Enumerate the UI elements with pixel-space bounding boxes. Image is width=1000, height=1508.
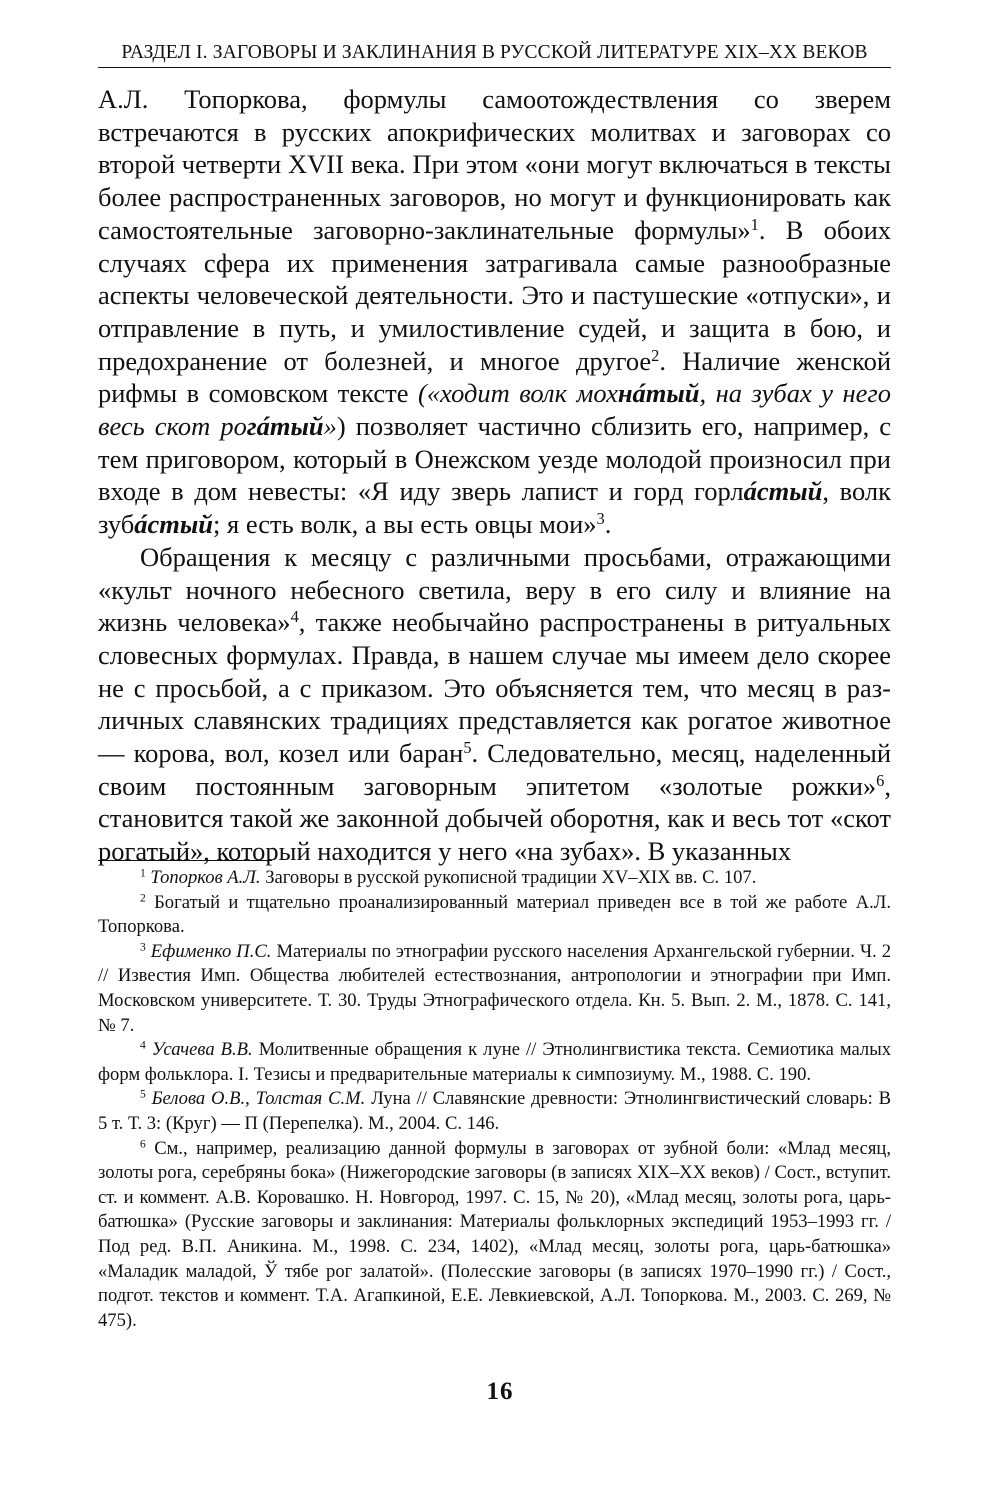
footnote-author: Ефименко П.С. (150, 940, 272, 962)
footnotes (98, 866, 891, 1333)
footnote-author: Топорков А.Л. (150, 867, 261, 888)
footnote-2: $^2$ Богатый и тщательно проанализированный материал приведен все в той же работе А.Л. Топоркова. (98, 891, 891, 938)
footnote-4: $^4$ Усачева В.В. Молитвенные обращения к луне // Этнолингвистика текста. Семиотика малых форм фольклора. I. Тезисы и предварительные материалы к симпозиуму. М., 1988. С. 190. (98, 1039, 891, 1085)
footnote-6: $^6$ См., например, реализацию данной формулы в заговорах от зубной боли: «Млад месяц, золоты рога, серебряны бока» (Нижегородские заговоры (в записях XIX–XX веков) / Сост., вступит. ст. и коммент. А.В. Коровашко. Н. Новгород, 1997. С. 15, № 20), «Млад месяц, золоты рога, царь-батюшка» (Русские заговоры и заклинания: Материалы фольклорных экспедиций 1953–1993 гг. / Под ред. В.П. Аникина. М., 1998. С. 234, 1402), «Млад месяц, золоты рога, царь-батюшка» «Маладик маладой, Ў тябе рог залатой». (Полесские заговоры (в записях 1970–1990 гг.) / Сост., подгот. текстов и коммент. Т.А. Агапкиной, Е.Е. Левкиевской, А.Л. Топоркова. М., 2003. С. 269, № 475). (98, 1137, 891, 1331)
quoted-rhyme: («ходит волк мохнáтый, на зубах у него весь скот рогáтый» (98, 378, 891, 442)
footnote-ref: 2 (651, 345, 660, 365)
page-number: 16 (486, 1378, 514, 1405)
footnote-ref: 4 (290, 607, 299, 627)
emphasis: áстый (743, 476, 823, 507)
paragraph-2: Обращения к месяцу с различными просьбами, отражающими «культ ночного небесного светила, веру в его силу и влияние на жизнь человека»$^4$, также необычайно распространены в ритуальных словесных формулах. Правда, в нашем случае мы имеем дело скорее не с просьбой, а с приказом. Это объясняется тем, что месяц в различных славянских традициях представляется как рогатое животное — корова, вол, козел или баран$^5$. Следовательно, месяц, наделенный своим постоянным заговорным эпитетом «золотые рожки»$^6$, становится такой же законной добычей оборотня, как и весь тот «скот рогатый», который находится у него «на зубах». В указанных (98, 541, 892, 867)
main-text (98, 83, 891, 868)
footnote-ref: 5 (463, 738, 472, 758)
footnote-author: Белова О.В., Толстая С.М. (151, 1088, 366, 1110)
footnote-separator (98, 860, 272, 861)
footnote-5: $^5$ Белова О.В., Толстая С.М. Луна // Славянские древности: Этнолингвистический словарь: В 5 т. Т. 3: (Круг) — П (Перепелка). М., 2004. С. 146. (98, 1088, 891, 1134)
footnote-1: $^1$ Топорков А.Л. Заговоры в русской рукописной традиции XV–XIX вв. С. 107. (140, 867, 757, 888)
footnote-ref: 3 (596, 509, 605, 529)
running-head: РАЗДЕЛ I. ЗАГОВОРЫ И ЗАКЛИНАНИЯ В РУССКОЙ ЛИТЕРАТУРЕ XIX–XX ВЕКОВ (121, 42, 868, 63)
emphasis: áстый (134, 509, 214, 540)
header-rule (98, 67, 891, 68)
footnote-ref: 6 (876, 770, 885, 790)
footnote-ref: 1 (750, 214, 759, 234)
footnote-author: Усачева В.В. (151, 1039, 253, 1061)
footnote-3: $^3$ Ефименко П.С. Материалы по этнографии русского населения Архангельской губернии. Ч. 2 // Известия Имп. Общества любителей естествознания, антропологии и этнографии при Имп. Московском университете. Т. 30. Труды Этнографического отдела. Кн. 5. Вып. 2. М., 1878. С. 141, № 7. (98, 940, 891, 1036)
paragraph-1: А.Л. Топоркова, формулы самоотождествления со зверем встречаются в русских апокрифических молитвах и заговорах со второй четверти XVII века. При этом «они могут включаться в тексты более распространенных заговоров, но могут и функционировать как самостоятельные заговорно-заклинательные формулы»$^1$. В обоих случаях сфера их применения затрагивала самые разнообразные аспекты человеческой деятельности. Это и пастушеские «отпуски», и отправление в путь, и умилостивление судей, и защита в бою, и предохранение от болезней, и многое другое$^2$. Наличие женской рифмы в сомовском тексте («ходит волк мохнáтый, на зубах у него весь скот рогáтый») позволяет частично сблизить его, например, с тем приговором, который в Онежском уезде молодой произносил при входе в дом невесты: «Я иду зверь лапист и горд горлáстый, волк зубáстый; я есть волк, а вы есть овцы мои»$^3$. (98, 84, 891, 540)
